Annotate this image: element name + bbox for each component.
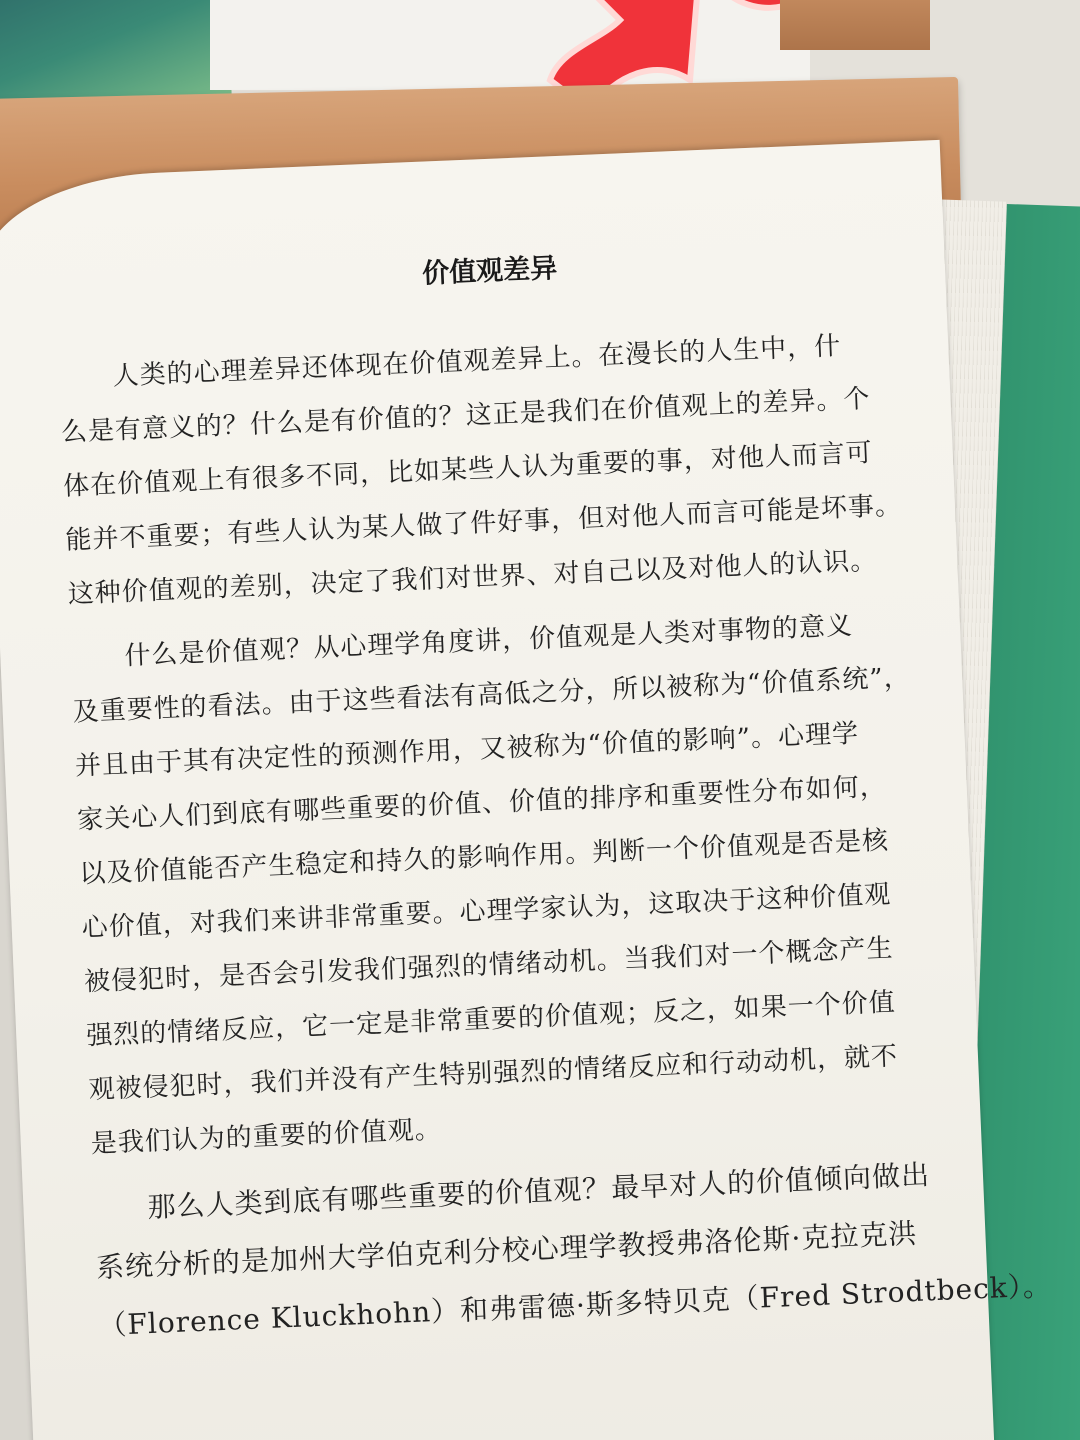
text-line: 并且由于其有决定性的预测作用，又被称为“价值的影响”。心理学 — [74, 718, 860, 782]
text-line: 以及价值能否产生稳定和持久的影响作用。判断一个价值观是否是核 — [78, 825, 890, 890]
text-line: 是我们认为的重要的价值观。 — [90, 1114, 443, 1160]
text-line: 人类的心理差异还体现在价值观差异上。在漫长的人生中，什 — [112, 331, 842, 392]
text-line: 么是有意义的？什么是有价值的？这正是我们在价值观上的差异。个 — [60, 384, 872, 448]
wooden-stand-top — [780, 0, 930, 50]
page-title: 价值观差异 — [421, 253, 558, 290]
text-line: 被侵犯时，是否会引发我们强烈的情绪动机。当我们对一个概念产生 — [83, 933, 895, 998]
text-line: 能并不重要；有些人认为某人做了件好事，但对他人而言可能是坏事。 — [64, 490, 903, 556]
text-line: 系统分析的是加州大学伯克利分校心理学教授弗洛伦斯·克拉克洪 — [95, 1216, 918, 1285]
paragraph-3 — [92, 1147, 1053, 1356]
page-text — [54, 232, 1053, 1365]
text-line: （Florence Kluckhohn）和弗雷德·斯多特贝克（Fred Strodtbeck）。 — [97, 1269, 1053, 1343]
text-line: 那么人类到底有哪些重要的价值观？最早对人的价值倾向做出 — [146, 1158, 931, 1224]
text-line: 体在价值观上有很多不同，比如某些人认为重要的事，对他人而言可 — [62, 437, 874, 502]
text-line: 观被侵犯时，我们并没有产生特别强烈的情绪反应和行动动机，就不 — [88, 1041, 899, 1106]
paragraph-1 — [58, 317, 903, 622]
text-line: 这种价值观的差别，决定了我们对世界、对自己以及对他人的认识。 — [67, 545, 878, 610]
text-line: 心价值，对我们来讲非常重要。心理学家认为，这取决于这种价值观 — [81, 879, 892, 944]
text-line: 什么是价值观？从心理学角度讲，价值观是人类对事物的意义 — [123, 610, 854, 672]
text-line: 家关心人们到底有哪些重要的价值、价值的排序和重要性分布如何， — [76, 771, 888, 836]
book-page — [0, 140, 1053, 1440]
text-line: 强烈的情绪反应，它一定是非常重要的价值观；反之，如果一个价值 — [85, 987, 897, 1052]
text-line: 及重要性的看法。由于这些看法有高低之分，所以被称为“价值系统”， — [72, 662, 912, 728]
paragraph-2 — [69, 597, 921, 1171]
